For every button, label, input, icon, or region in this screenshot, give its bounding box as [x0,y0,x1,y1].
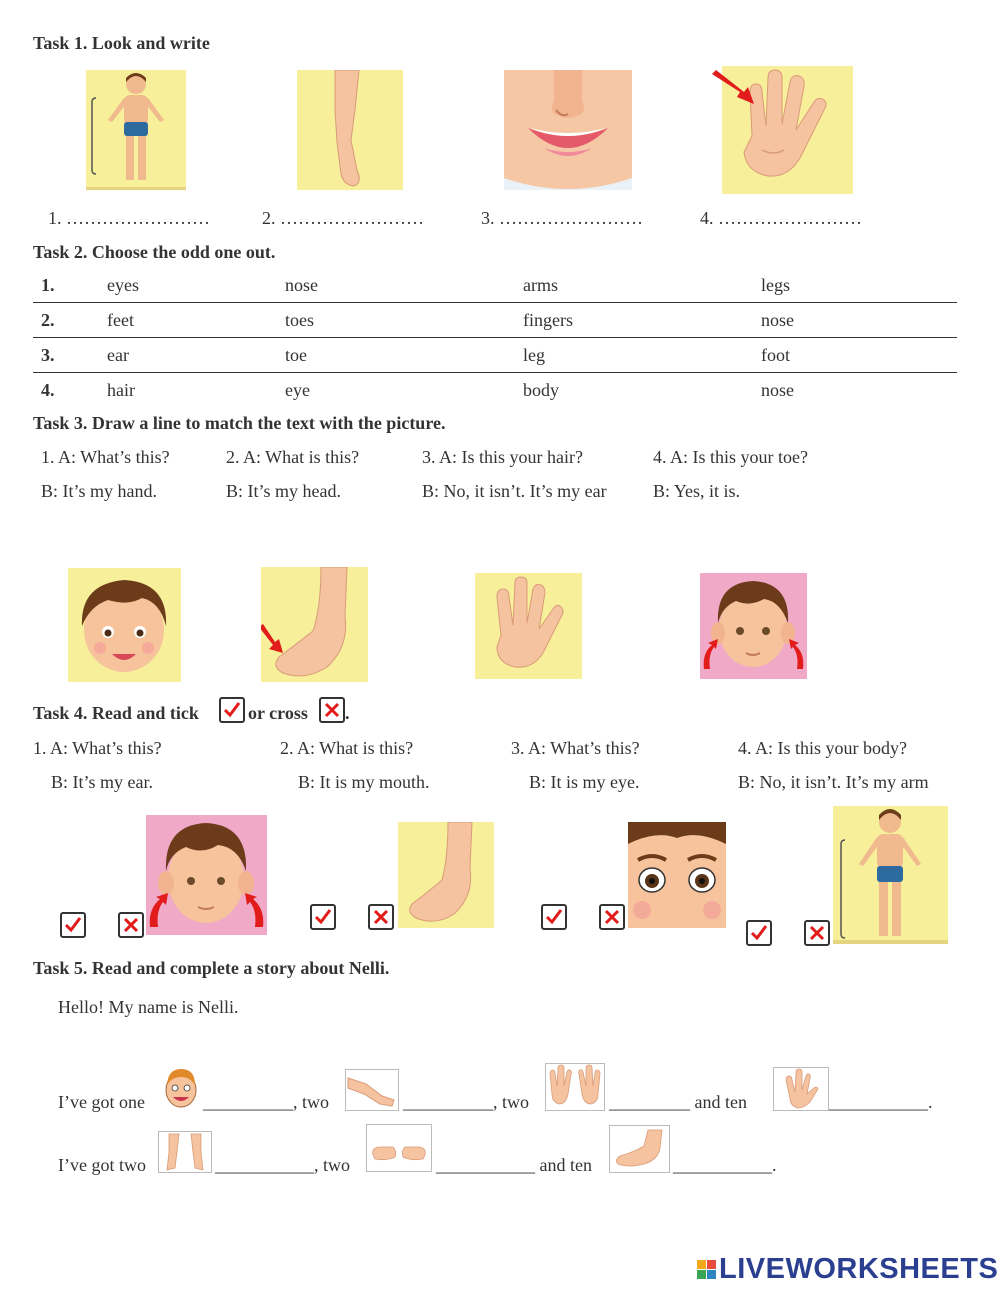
dialog-question: 1. A: What’s this? [33,738,162,758]
table-row [33,373,957,408]
mouth-image [504,70,632,190]
task4-title-text: Task 4. Read and tick [33,703,199,723]
story-blank[interactable]: __________, two [403,1092,529,1112]
fingers-icon [773,1067,829,1111]
dialog-answer: B: No, it isn’t. It’s my arm [738,772,929,792]
task4-title [33,703,199,724]
word-option[interactable]: eye [277,373,515,408]
dialog-question: 4. A: Is this your toe? [653,447,808,467]
arm-icon [345,1069,399,1111]
eyes-image [628,822,726,928]
dialog-question: 2. A: What is this? [226,447,360,467]
dialog-answer: B: It is my eye. [529,772,640,792]
row-number: 2. [33,303,99,338]
word-option[interactable]: legs [761,274,790,295]
story-blank[interactable]: ___________ and ten [436,1155,592,1175]
arm-image [297,70,403,190]
foot-image [398,822,494,928]
foot-toe-image[interactable] [261,567,368,682]
tick-button[interactable] [746,920,772,946]
story-intro: Hello! My name is Nelli. [58,997,239,1017]
liveworksheets-logo [697,1253,998,1286]
red-arrow-icon [710,70,756,111]
task4-title-or: or cross [248,703,308,723]
word-option[interactable]: eyes [107,274,139,295]
logo-mark-icon [697,1260,716,1279]
dialog-question: 3. A: Is this your hair? [422,447,583,467]
dialog-answer[interactable]: B: It’s my head. [226,481,341,501]
task3-title: Task 3. Draw a line to match the text with the picture. [33,413,446,433]
ear-image [146,815,267,935]
toes-icon [609,1125,670,1173]
word-option[interactable]: nose [285,274,318,295]
hand-image[interactable] [475,573,582,679]
dialog-answer[interactable]: B: No, it isn’t. It’s my ear [422,481,607,501]
story-blank[interactable]: __________, two [203,1092,329,1112]
dialog-question: 2. A: What is this? [280,738,414,758]
story-text: I’ve got one [58,1092,145,1112]
task1-blank-2[interactable]: 2. …………………… [262,208,424,228]
word-option[interactable]: toes [277,303,515,338]
tick-box-icon [219,697,245,723]
task1-blank-3[interactable]: 3. …………………… [481,208,643,228]
cross-button[interactable] [118,912,144,938]
dialog-answer[interactable]: B: It’s my hand. [41,481,157,501]
odd-one-out-table [33,268,957,407]
task5-title: Task 5. Read and complete a story about Nelli. [33,958,390,978]
legs-icon [158,1131,212,1173]
cross-box-icon [319,697,345,723]
word-option[interactable]: ear [99,338,277,373]
cross-button[interactable] [804,920,830,946]
word-option[interactable]: foot [753,338,957,373]
story-blank[interactable]: ___________. [829,1092,933,1112]
story-blank[interactable]: ___________, two [215,1155,350,1175]
word-option[interactable]: toe [277,338,515,373]
story-text: I’ve got two [58,1155,146,1175]
dialog-answer: B: It is my mouth. [298,772,430,792]
logo-text: LIVEWORKSHEETS [719,1253,999,1285]
cross-button[interactable] [599,904,625,930]
hands-icon [545,1063,605,1111]
story-blank[interactable]: _________ and ten [609,1092,747,1112]
dialog-question: 4. A: Is this your body? [738,738,907,758]
word-option[interactable]: nose [753,303,957,338]
tick-button[interactable] [541,904,567,930]
row-number: 1. [41,274,55,295]
dialog-question: 1. A: What’s this? [41,447,170,467]
row-number: 4. [33,373,99,408]
word-option[interactable]: feet [99,303,277,338]
table-row [33,303,957,338]
word-option[interactable]: body [515,373,753,408]
row-number: 3. [33,338,99,373]
story-blank[interactable]: ___________. [673,1155,777,1175]
task2-title: Task 2. Choose the odd one out. [33,242,276,262]
cross-button[interactable] [368,904,394,930]
table-row [33,268,957,303]
word-option[interactable]: leg [515,338,753,373]
table-row [33,338,957,373]
tick-button[interactable] [310,904,336,930]
dialog-question: 3. A: What’s this? [511,738,640,758]
dialog-answer[interactable]: B: Yes, it is. [653,481,741,501]
feet-icon [366,1124,432,1172]
word-option[interactable]: fingers [515,303,753,338]
face-icon [162,1067,200,1109]
word-option[interactable]: nose [753,373,957,408]
task4-title-dot: . [345,703,350,723]
task1-title: Task 1. Look and write [33,33,210,53]
tick-button[interactable] [60,912,86,938]
head-image[interactable] [68,568,181,682]
body-image [86,70,186,190]
body-image [833,806,948,944]
task1-blank-1[interactable]: 1. …………………… [48,208,210,228]
word-option[interactable]: hair [99,373,277,408]
ear-image[interactable] [700,573,807,679]
word-option[interactable]: arms [523,274,558,295]
task1-blank-4[interactable]: 4. …………………… [700,208,862,228]
dialog-answer: B: It’s my ear. [51,772,153,792]
